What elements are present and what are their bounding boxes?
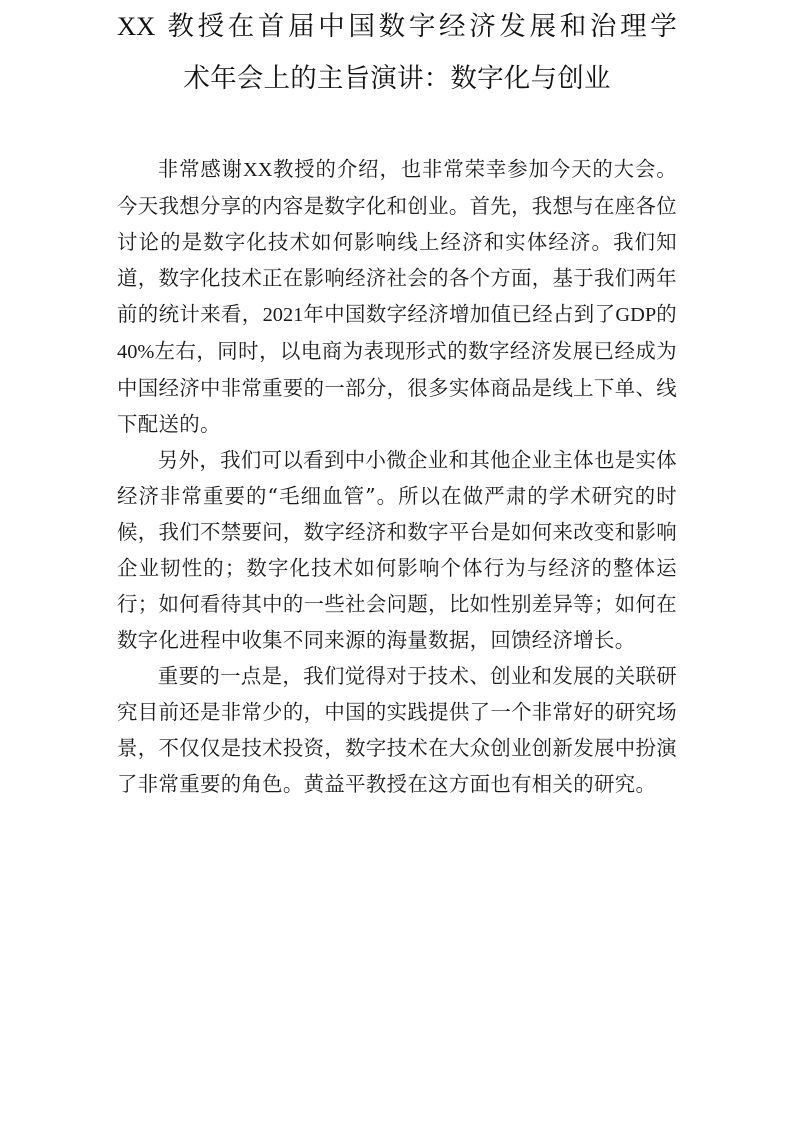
- document-content: [117, 0, 677, 802]
- title-body-spacer: [117, 105, 677, 151]
- latin-run: XX: [242, 159, 273, 181]
- latin-run: GDP: [615, 304, 657, 326]
- body-paragraph-3: 重要的一点是，我们觉得对于技术、创业和发展的关联研究目前还是非常少的，中国的实践提供了一个非常好的研究场景，不仅仅是技术投资，数字技术在大众创业创新发展中扮演了非常重要的角色。黄益平教授在这方面也有相关的研究。: [117, 664, 677, 796]
- body-paragraph-1: 非常感谢XX教授的介绍，也非常荣幸参加今天的大会。今天我想分享的内容是数字化和创业。首先，我想与在座各位讨论的是数字化技术如何影响线上经济和实体经济。我们知道，数字化技术正在影响经济社会的各个方面，基于我们两年前的统计来看，2021年中国数字经济增加值已经占到了GDP的40%左右，同时，以电商为表现形式的数字经济发展已经成为中国经济中非常重要的一部分，很多实体商品是线上下单、线下配送的。: [117, 157, 678, 436]
- latin-run: XX: [117, 11, 156, 41]
- page-title: [117, 0, 677, 105]
- body-paragraph-2: 另外，我们可以看到中小微企业和其他企业主体也是实体经济非常重要的“毛细血管”。所以在做严肃的学术研究的时候，我们不禁要问，数字经济和数字平台是如何来改变和影响企业韧性的；数字化技术如何影响个体行为与经济的整体运行；如何看待其中的一些社会问题，比如性别差异等；如何在数字化进程中收集不同来源的海量数据，回馈经济增长。: [117, 448, 677, 652]
- page-title-line-2: 术年会上的主旨演讲：数字化与创业: [183, 63, 611, 94]
- page-title-line-1: XX 教授在首届中国数字经济发展和治理学: [117, 11, 677, 42]
- latin-run: 2021: [262, 304, 304, 326]
- document-body: [117, 151, 677, 802]
- latin-run: 40%: [117, 341, 155, 363]
